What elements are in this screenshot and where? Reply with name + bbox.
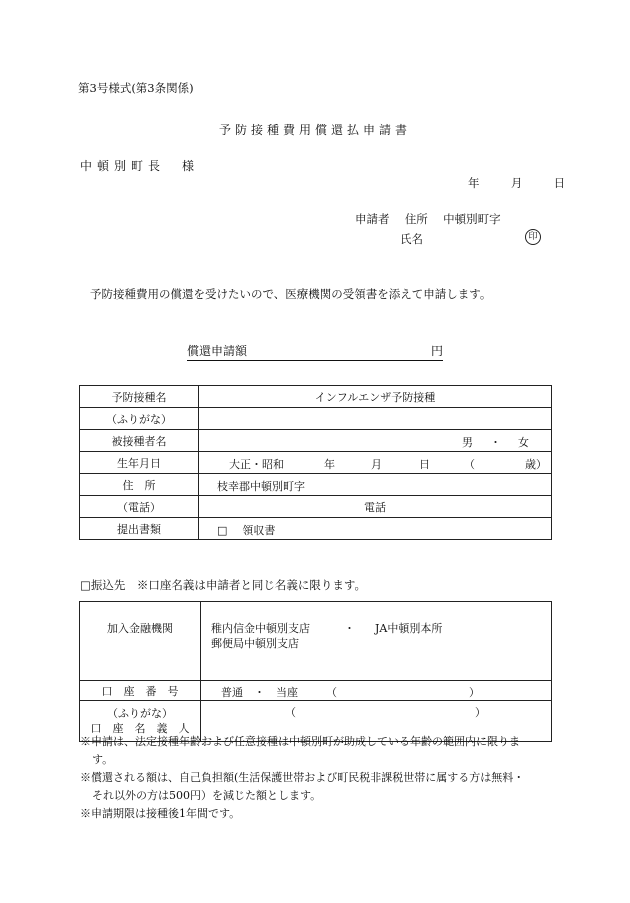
table-row [80, 386, 552, 408]
age-close: 歳） [525, 458, 547, 471]
amount-unit: 円 [430, 344, 443, 358]
institution-option-1[interactable]: 稚内信金中頓別支店 [211, 622, 310, 635]
note-1a: ※申請は、法定接種年齢および任意接種は中頓別町が助成している年齢の範囲内に限りま [80, 735, 520, 748]
holder-paren-close: ） [475, 706, 486, 719]
account-type[interactable]: 普通 ・ 当座 [221, 686, 298, 699]
table-row [80, 408, 552, 430]
holder-paren-open: （ [285, 706, 296, 719]
date-year: 年 [468, 176, 480, 190]
amount-label: 償還申請額 [187, 344, 248, 358]
docs-label: 提出書類 [80, 518, 199, 540]
docs-field [199, 518, 552, 540]
table-row [80, 681, 552, 701]
account-paren-open: （ [326, 686, 337, 699]
address-value: 枝幸郡中頓別町字 [217, 480, 305, 493]
note-2a: ※償還される額は、自己負担額(生活保護世帯および町民税非課税世帯に属する方は無料・ [80, 771, 525, 784]
applicant-address-label: 住所 [404, 212, 428, 226]
address-field[interactable] [199, 474, 552, 496]
table-row [80, 518, 552, 540]
date-row [468, 175, 565, 191]
dob-field[interactable] [199, 452, 552, 474]
date-day: 日 [553, 176, 566, 190]
age-open: （ [464, 458, 475, 471]
table-row [80, 602, 552, 681]
applicant-address-row [355, 211, 501, 227]
notes-section [80, 733, 560, 823]
form-number: 第3号様式(第3条関係) [78, 81, 194, 95]
bank-table [79, 601, 552, 742]
account-number-label: 口 座 番 号 [80, 681, 201, 701]
application-table [79, 385, 552, 540]
institution-label: 加入金融機関 [80, 602, 201, 681]
sex-separator: ・ [490, 436, 501, 449]
table-row [80, 496, 552, 518]
institution-separator: ・ [344, 622, 355, 635]
applicant-name-label: 氏名 [400, 232, 423, 246]
receipt-checkbox[interactable]: □ [217, 524, 228, 537]
receipt-label: 領収書 [242, 524, 276, 537]
institution-option-3[interactable]: 郵便局中頓別支店 [211, 637, 299, 650]
dob-month: 月 [371, 458, 382, 471]
dob-year: 年 [324, 458, 335, 471]
recipient-field[interactable] [199, 430, 552, 452]
applicant-address-value: 中頓別町字 [443, 212, 501, 226]
account-number-field[interactable] [201, 681, 552, 701]
address-label: 住 所 [80, 474, 199, 496]
table-row [80, 430, 552, 452]
furigana-field[interactable] [199, 408, 552, 430]
holder-label: 口 座 名 義 人 [90, 722, 190, 735]
page-title: 予防接種費用償還払申請書 [218, 123, 411, 137]
vaccine-label: 予防接種名 [80, 386, 199, 408]
sex-female[interactable]: 女 [518, 436, 529, 449]
account-paren-close: ） [469, 686, 480, 699]
institution-field [201, 602, 552, 681]
date-month: 月 [510, 176, 523, 190]
phone-field[interactable]: 電話 [199, 496, 552, 518]
sex-male[interactable]: 男 [462, 436, 473, 449]
addressee: 中頓別町長 様 [80, 159, 200, 173]
statement-text: 予防接種費用の償還を受けたいので、医療機関の受領書を添えて申請します。 [90, 287, 492, 301]
note-1b: す。 [92, 753, 114, 766]
amount-row [187, 342, 443, 361]
furigana-label: （ふりがな） [80, 408, 199, 430]
table-row [80, 452, 552, 474]
recipient-label: 被接種者名 [80, 430, 199, 452]
institution-option-2[interactable]: JA中頓別本所 [375, 622, 443, 635]
holder-furigana-label: （ふりがな） [107, 707, 173, 720]
dob-day: 日 [419, 458, 430, 471]
applicant-label: 申請者 [355, 212, 390, 226]
table-row [80, 474, 552, 496]
phone-label: （電話） [80, 496, 199, 518]
bank-heading: □振込先 ※口座名義は申請者と同じ名義に限ります。 [80, 578, 366, 592]
dob-era: 大正・昭和 [229, 458, 284, 471]
vaccine-value: インフルエンザ予防接種 [199, 386, 552, 408]
note-2b: それ以外の方は500円）を減じた額とします。 [92, 789, 322, 802]
note-3: ※申請期限は接種後1年間です。 [80, 807, 241, 820]
dob-label: 生年月日 [80, 452, 199, 474]
seal-mark: 印 [525, 229, 541, 245]
